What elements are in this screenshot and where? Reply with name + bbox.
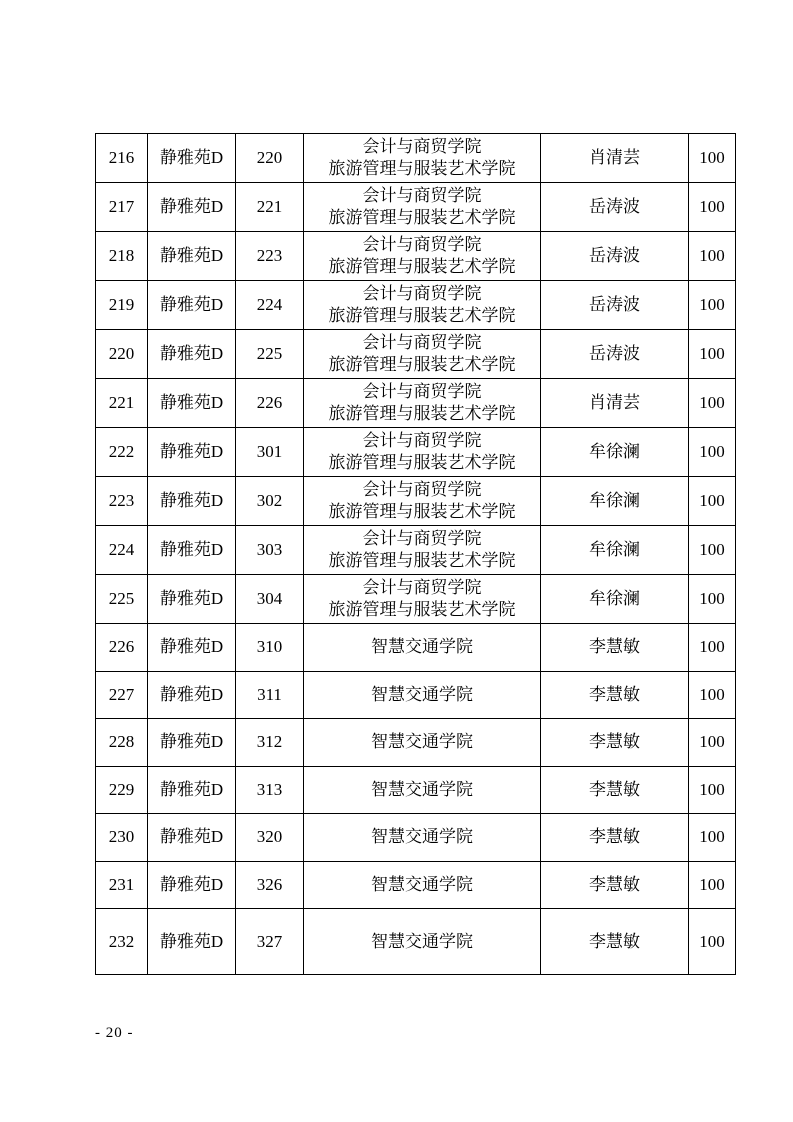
dormitory-table	[95, 133, 736, 975]
cell-college	[304, 526, 541, 575]
cell-number: 224	[96, 526, 148, 575]
cell-number: 223	[96, 477, 148, 526]
cell-number: 227	[96, 671, 148, 719]
college-line: 旅游管理与服装艺术学院	[328, 453, 516, 472]
cell-teacher: 李慧敏	[541, 814, 689, 862]
table-row	[96, 134, 736, 183]
cell-number: 228	[96, 719, 148, 767]
cell-room: 301	[236, 428, 304, 477]
cell-score: 100	[689, 671, 736, 719]
cell-score: 100	[689, 861, 736, 909]
cell-building: 静雅苑D	[148, 575, 236, 624]
table-row	[96, 281, 736, 330]
college-line: 会计与商贸学院	[362, 480, 482, 499]
table-row	[96, 330, 736, 379]
cell-college	[304, 477, 541, 526]
cell-score: 100	[689, 183, 736, 232]
cell-room: 225	[236, 330, 304, 379]
cell-college	[304, 575, 541, 624]
cell-building: 静雅苑D	[148, 134, 236, 183]
cell-teacher: 肖清芸	[541, 134, 689, 183]
cell-building: 静雅苑D	[148, 719, 236, 767]
cell-room: 221	[236, 183, 304, 232]
cell-room: 303	[236, 526, 304, 575]
table-row	[96, 575, 736, 624]
cell-number: 230	[96, 814, 148, 862]
cell-number: 219	[96, 281, 148, 330]
cell-college	[304, 281, 541, 330]
cell-building: 静雅苑D	[148, 477, 236, 526]
cell-score: 100	[689, 526, 736, 575]
college-line: 会计与商贸学院	[362, 333, 482, 352]
cell-teacher: 李慧敏	[541, 861, 689, 909]
cell-building: 静雅苑D	[148, 379, 236, 428]
cell-building: 静雅苑D	[148, 861, 236, 909]
cell-room: 326	[236, 861, 304, 909]
table-row	[96, 766, 736, 814]
cell-teacher: 岳涛波	[541, 232, 689, 281]
cell-score: 100	[689, 719, 736, 767]
cell-college	[304, 330, 541, 379]
cell-teacher: 牟徐澜	[541, 575, 689, 624]
college-line: 旅游管理与服装艺术学院	[328, 355, 516, 374]
cell-room: 327	[236, 909, 304, 975]
cell-room: 312	[236, 719, 304, 767]
cell-building: 静雅苑D	[148, 232, 236, 281]
cell-teacher: 李慧敏	[541, 766, 689, 814]
cell-room: 313	[236, 766, 304, 814]
college-line: 智慧交通学院	[371, 637, 473, 657]
cell-college	[304, 671, 541, 719]
cell-teacher: 岳涛波	[541, 330, 689, 379]
cell-room: 320	[236, 814, 304, 862]
cell-score: 100	[689, 379, 736, 428]
cell-number: 218	[96, 232, 148, 281]
college-line: 智慧交通学院	[371, 732, 473, 752]
cell-college	[304, 909, 541, 975]
table-row	[96, 671, 736, 719]
cell-college	[304, 183, 541, 232]
cell-score: 100	[689, 575, 736, 624]
table-row	[96, 624, 736, 672]
table-row	[96, 183, 736, 232]
cell-building: 静雅苑D	[148, 671, 236, 719]
cell-score: 100	[689, 909, 736, 975]
college-line: 会计与商贸学院	[362, 431, 482, 450]
cell-score: 100	[689, 814, 736, 862]
cell-building: 静雅苑D	[148, 526, 236, 575]
cell-building: 静雅苑D	[148, 766, 236, 814]
cell-score: 100	[689, 232, 736, 281]
cell-score: 100	[689, 134, 736, 183]
cell-room: 304	[236, 575, 304, 624]
cell-college	[304, 232, 541, 281]
cell-college	[304, 766, 541, 814]
cell-number: 222	[96, 428, 148, 477]
college-line: 旅游管理与服装艺术学院	[328, 404, 516, 423]
cell-college	[304, 134, 541, 183]
college-line: 旅游管理与服装艺术学院	[328, 600, 516, 619]
table-row	[96, 861, 736, 909]
page-number: - 20 -	[95, 1025, 134, 1041]
cell-building: 静雅苑D	[148, 281, 236, 330]
college-line: 旅游管理与服装艺术学院	[328, 159, 516, 178]
cell-number: 226	[96, 624, 148, 672]
cell-college	[304, 861, 541, 909]
college-line: 会计与商贸学院	[362, 382, 482, 401]
college-line: 智慧交通学院	[371, 684, 473, 704]
college-line: 会计与商贸学院	[362, 186, 482, 205]
cell-room: 311	[236, 671, 304, 719]
cell-teacher: 岳涛波	[541, 281, 689, 330]
cell-score: 100	[689, 281, 736, 330]
cell-score: 100	[689, 330, 736, 379]
cell-college	[304, 379, 541, 428]
college-line: 智慧交通学院	[371, 874, 473, 894]
cell-building: 静雅苑D	[148, 330, 236, 379]
cell-room: 220	[236, 134, 304, 183]
table-row	[96, 428, 736, 477]
cell-teacher: 李慧敏	[541, 909, 689, 975]
cell-college	[304, 428, 541, 477]
college-line: 会计与商贸学院	[362, 137, 482, 156]
cell-score: 100	[689, 477, 736, 526]
cell-teacher: 牟徐澜	[541, 428, 689, 477]
cell-number: 216	[96, 134, 148, 183]
cell-college	[304, 719, 541, 767]
cell-number: 225	[96, 575, 148, 624]
cell-teacher: 肖清芸	[541, 379, 689, 428]
cell-teacher: 岳涛波	[541, 183, 689, 232]
college-line: 旅游管理与服装艺术学院	[328, 306, 516, 325]
cell-number: 229	[96, 766, 148, 814]
cell-number: 220	[96, 330, 148, 379]
college-line: 智慧交通学院	[371, 779, 473, 799]
table-row	[96, 719, 736, 767]
cell-room: 224	[236, 281, 304, 330]
college-line: 旅游管理与服装艺术学院	[328, 208, 516, 227]
cell-score: 100	[689, 624, 736, 672]
cell-teacher: 牟徐澜	[541, 477, 689, 526]
cell-room: 302	[236, 477, 304, 526]
college-line: 旅游管理与服装艺术学院	[328, 257, 516, 276]
college-line: 会计与商贸学院	[362, 235, 482, 254]
cell-room: 226	[236, 379, 304, 428]
cell-teacher: 李慧敏	[541, 671, 689, 719]
cell-teacher: 李慧敏	[541, 719, 689, 767]
cell-college	[304, 814, 541, 862]
table-row	[96, 379, 736, 428]
cell-score: 100	[689, 766, 736, 814]
cell-number: 217	[96, 183, 148, 232]
cell-room: 223	[236, 232, 304, 281]
table-row	[96, 526, 736, 575]
table-body	[96, 134, 736, 975]
college-line: 旅游管理与服装艺术学院	[328, 502, 516, 521]
college-line: 会计与商贸学院	[362, 529, 482, 548]
college-line: 会计与商贸学院	[362, 284, 482, 303]
cell-building: 静雅苑D	[148, 183, 236, 232]
table-row	[96, 909, 736, 975]
cell-number: 231	[96, 861, 148, 909]
cell-number: 221	[96, 379, 148, 428]
table-row	[96, 232, 736, 281]
cell-room: 310	[236, 624, 304, 672]
cell-teacher: 牟徐澜	[541, 526, 689, 575]
cell-building: 静雅苑D	[148, 624, 236, 672]
college-line: 智慧交通学院	[371, 827, 473, 847]
cell-number: 232	[96, 909, 148, 975]
college-line: 旅游管理与服装艺术学院	[328, 551, 516, 570]
table-row	[96, 814, 736, 862]
cell-score: 100	[689, 428, 736, 477]
cell-teacher: 李慧敏	[541, 624, 689, 672]
cell-college	[304, 624, 541, 672]
cell-building: 静雅苑D	[148, 909, 236, 975]
college-line: 智慧交通学院	[371, 931, 473, 951]
cell-building: 静雅苑D	[148, 814, 236, 862]
table-row	[96, 477, 736, 526]
college-line: 会计与商贸学院	[362, 578, 482, 597]
cell-building: 静雅苑D	[148, 428, 236, 477]
